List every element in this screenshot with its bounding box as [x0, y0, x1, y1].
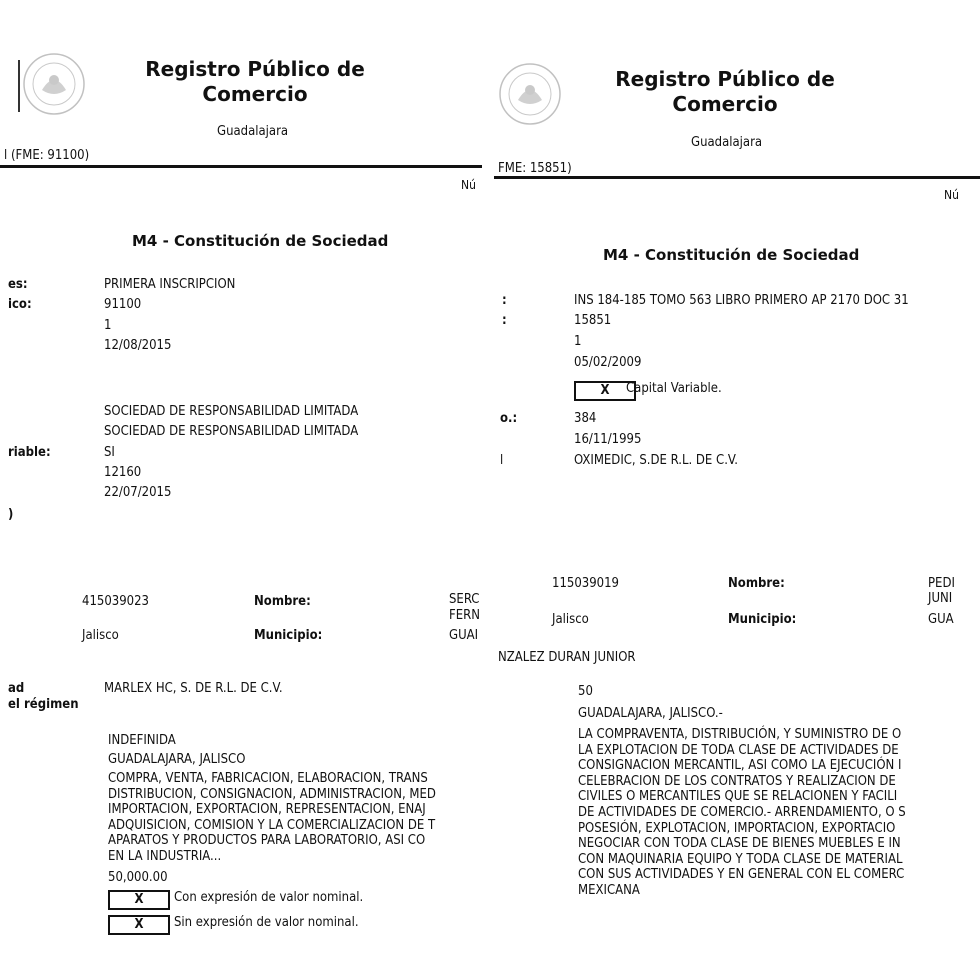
fedatario-municipio: GUAI — [449, 628, 479, 643]
objeto-line: IMPORTACION, EXPORTACION, REPRESENTACION, ENAJ — [108, 802, 426, 818]
fedatario-estado: Jalisco — [82, 628, 119, 643]
fme-label: l (FME: 91100) — [4, 148, 90, 163]
objeto-line: CELEBRACION DE LOS CONTRATOS Y REALIZACION DE — [578, 773, 896, 789]
objeto-line: ADQUISICION, COMISION Y LA COMERCIALIZACION DE T — [108, 817, 436, 833]
objeto-line: CON SUS ACTIVIDADES Y EN GENERAL CON EL COMERC — [578, 867, 905, 883]
objeto-line: LA COMPRAVENTA, DISTRIBUCIÓN, Y SUMINISTRO DE O — [578, 727, 902, 742]
fedatario-municipio-label: Municipio: — [254, 628, 323, 643]
header-title — [130, 57, 380, 107]
objeto-block — [108, 771, 436, 865]
objeto-line: MEXICANA — [578, 882, 640, 898]
domicilio-value: GUADALAJARA, JALISCO — [108, 752, 246, 767]
fedatario-nombre-1: SERC — [449, 592, 480, 607]
fedatario-nombre-label: Nombre: — [728, 576, 785, 591]
objeto-line: DE ACTIVIDADES DE COMERCIO.- ARRENDAMIENTO, O S — [578, 804, 906, 820]
left-document — [0, 0, 482, 980]
mexico-seal-icon — [22, 52, 86, 116]
header-title-line2: Comercio — [202, 82, 308, 106]
objeto-line: POSESIÓN, EXPLOTACION, IMPORTACION, EXPORTACIO — [578, 820, 896, 836]
label-last: ) — [8, 507, 14, 522]
value-tipo-sociedad-2: SOCIEDAD DE RESPONSABILIDAD LIMITADA — [104, 424, 359, 439]
mexico-seal-icon — [498, 62, 562, 126]
objeto-line: NEGOCIAR CON TODA CLASE DE BIENES MUEBLES E IN — [578, 836, 901, 852]
header-title-line2: Comercio — [672, 92, 778, 116]
duracion-value: INDEFINIDA — [108, 733, 176, 748]
value-fecha: 05/02/2009 — [574, 355, 642, 370]
label-3: o.: — [500, 411, 518, 426]
checkbox-con-valor[interactable]: X — [108, 890, 170, 910]
fme-label: FME: 15851) — [498, 161, 572, 176]
left-margin-mark — [18, 60, 20, 112]
objeto-line: COMPRA, VENTA, FABRICACION, ELABORACION, TRANS — [108, 771, 428, 786]
value-num: 384 — [574, 411, 597, 426]
right-document — [494, 0, 980, 980]
objeto-line: EN LA INDUSTRIA... — [108, 848, 222, 864]
value-uno: 1 — [574, 334, 582, 349]
checkbox-capital-variable-label: Capital Variable. — [626, 381, 722, 396]
checkbox-sin-valor[interactable]: X — [108, 915, 170, 935]
value-variable: SI — [104, 445, 115, 460]
checkbox-capital-variable[interactable]: X — [574, 381, 636, 401]
value-inscripcion: INS 184-185 TOMO 563 LIBRO PRIMERO AP 2170 DOC 31 — [574, 293, 909, 308]
label-1: : — [502, 293, 507, 308]
header-city: Guadalajara — [691, 135, 763, 150]
fedatario-id: 415039023 — [82, 594, 149, 609]
value-fecha-2: 22/07/2015 — [104, 485, 172, 500]
header-rule — [0, 165, 482, 168]
fedatario-nombre-1: PEDI — [928, 576, 955, 591]
label-tipo: es: — [8, 277, 28, 292]
label-variable: riable: — [8, 445, 51, 460]
label-4: l — [500, 453, 504, 468]
label-folio: ico: — [8, 297, 32, 312]
duracion-value: 50 — [578, 684, 593, 699]
value-inscripcion: PRIMERA INSCRIPCION — [104, 277, 236, 292]
denominacion-label-1: ad — [8, 681, 25, 696]
num-label: Nú — [944, 188, 959, 202]
value-nombre: OXIMEDIC, S.DE R.L. DE C.V. — [574, 453, 738, 468]
header-title — [600, 67, 850, 117]
header-title-line1: Registro Público de — [615, 67, 835, 91]
section-title: M4 - Constitución de Sociedad — [132, 232, 389, 250]
checkbox-sin-valor-label: Sin expresión de valor nominal. — [174, 915, 359, 930]
domicilio-value: GUADALAJARA, JALISCO.- — [578, 706, 723, 721]
denominacion-value: MARLEX HC, S. DE R.L. DE C.V. — [104, 681, 283, 696]
value-fecha-2: 16/11/1995 — [574, 432, 642, 447]
fedatario-nombre-2: JUNI — [928, 591, 953, 606]
checkbox-con-valor-label: Con expresión de valor nominal. — [174, 890, 364, 905]
fedatario-nombre-label: Nombre: — [254, 594, 311, 609]
objeto-line: CON MAQUINARIA EQUIPO Y TODA CLASE DE MATERIAL — [578, 851, 903, 867]
section-title: M4 - Constitución de Sociedad — [603, 246, 860, 264]
header-title-line1: Registro Público de — [145, 57, 365, 81]
capital-value: 50,000.00 — [108, 870, 168, 885]
denominacion-label-2: el régimen — [8, 697, 79, 712]
value-uno: 1 — [104, 318, 112, 333]
value-folio: 15851 — [574, 313, 612, 328]
fedatario-municipio-label: Municipio: — [728, 612, 797, 627]
objeto-line: CONSIGNACION MERCANTIL, ASI COMO LA EJECUCIÓN I — [578, 758, 902, 774]
header-city: Guadalajara — [217, 124, 289, 139]
value-num: 12160 — [104, 465, 142, 480]
value-tipo-sociedad-1: SOCIEDAD DE RESPONSABILIDAD LIMITADA — [104, 404, 359, 419]
fedatario-id: 115039019 — [552, 576, 619, 591]
value-fecha: 12/08/2015 — [104, 338, 172, 353]
fedatario-municipio: GUA — [928, 612, 954, 627]
objeto-block — [578, 727, 906, 899]
num-label: Nú — [461, 178, 476, 192]
fedatario-estado: Jalisco — [552, 612, 589, 627]
objeto-line: CIVILES O MERCANTILES QUE SE RELACIONEN Y FACILI — [578, 789, 898, 805]
header-rule — [494, 176, 980, 179]
objeto-line: APARATOS Y PRODUCTOS PARA LABORATORIO, ASI CO — [108, 833, 426, 849]
label-2: : — [502, 313, 507, 328]
objeto-line: DISTRIBUCION, CONSIGNACION, ADMINISTRACION, MED — [108, 786, 436, 802]
objeto-line: LA EXPLOTACION DE TODA CLASE DE ACTIVIDADES DE — [578, 742, 899, 758]
persona-value: NZALEZ DURAN JUNIOR — [498, 650, 636, 665]
fedatario-nombre-2: FERN — [449, 608, 480, 623]
value-folio: 91100 — [104, 297, 142, 312]
